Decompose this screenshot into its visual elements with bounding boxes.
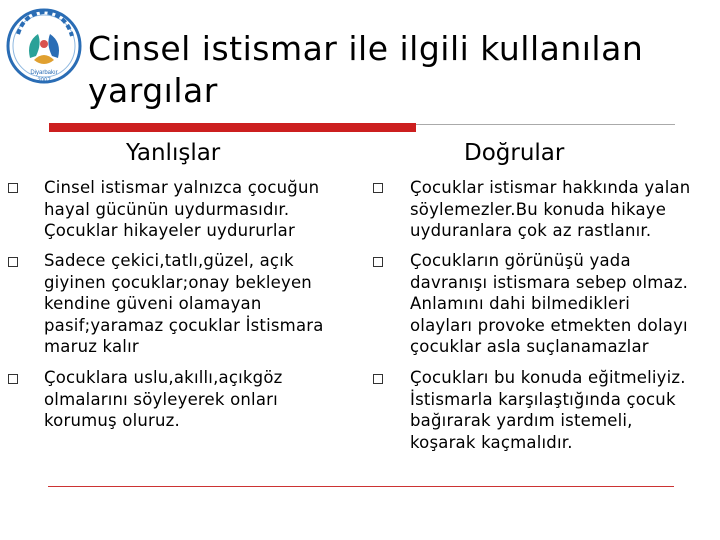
right-item-3-line-3: bağırarak yardım istemeli, <box>410 411 633 430</box>
left-item-3-line-2: olmalarını söyleyerek onları <box>44 389 278 409</box>
right-item-1-line-2: söylemezler.Bu konuda hikaye <box>410 199 667 219</box>
right-item-3 <box>410 367 716 453</box>
right-item-2-line-5: çocuklar asla suçlanamazlar <box>410 337 649 356</box>
left-item-1-line-1: Cinsel istismar yalnızca çocuğun <box>44 178 320 197</box>
logo-city-text: Diyarbakır <box>30 70 58 76</box>
left-item-2-line-4: pasif;yaramaz çocuklar İstismara <box>44 315 324 335</box>
right-item-1-line-1: Çocuklar istismar hakkında yalan <box>410 178 691 197</box>
bullet-icon <box>373 183 383 193</box>
right-item-3-line-1: Çocukları bu konuda eğitmeliyiz. <box>410 368 686 387</box>
left-item-2 <box>44 250 364 358</box>
left-column-heading: Yanlışlar <box>126 140 221 166</box>
right-item-2-line-3: Anlamını dahi bilmedikleri <box>410 294 631 313</box>
bullet-icon <box>8 374 18 384</box>
right-item-2-line-2: davranışı istismara sebep olmaz. <box>410 272 689 292</box>
footer-divider <box>48 486 674 487</box>
left-item-2-line-2: giyinen çocuklar;onay bekleyen <box>44 272 312 292</box>
left-item-1 <box>44 177 364 242</box>
logo-year-text: 2007 <box>37 78 51 84</box>
right-item-1 <box>410 177 716 242</box>
right-item-3-line-2: İstismarla karşılaştığında çocuk <box>410 389 676 409</box>
left-item-3-line-3: korumuş oluruz. <box>44 411 180 430</box>
title-divider <box>416 124 675 125</box>
bullet-icon <box>8 183 18 193</box>
left-item-2-line-5: maruz kalır <box>44 337 139 356</box>
bullet-icon <box>373 257 383 267</box>
right-item-3-line-4: koşarak kaçmalıdır. <box>410 432 573 452</box>
title-accent-bar <box>49 123 416 132</box>
slide-title <box>88 28 708 112</box>
left-item-1-line-3: Çocuklar hikayeler uydururlar <box>44 221 295 240</box>
right-item-2-line-1: Çocukların görünüşü yada <box>410 251 631 270</box>
slide-title-line-1: Cinsel istismar ile ilgili kullanılan <box>88 29 644 68</box>
left-item-1-line-2: hayal gücünün uydurmasıdır. <box>44 199 290 219</box>
right-column-heading: Doğrular <box>464 140 565 166</box>
left-item-3-line-1: Çocuklara uslu,akıllı,açıkgöz <box>44 368 283 387</box>
right-item-2 <box>410 250 716 358</box>
left-item-3 <box>44 367 364 432</box>
slide-title-line-2: yargılar <box>88 71 218 110</box>
bullet-icon <box>373 374 383 384</box>
bullet-icon <box>8 257 18 267</box>
right-item-1-line-3: uyduranlara çok az rastlanır. <box>410 221 652 240</box>
left-item-2-line-3: kendine güveni olamayan <box>44 294 262 313</box>
left-item-2-line-1: Sadece çekici,tatlı,güzel, açık <box>44 251 294 270</box>
association-logo <box>4 4 84 92</box>
right-item-2-line-4: olayları provoke etmekten dolayı <box>410 315 688 335</box>
